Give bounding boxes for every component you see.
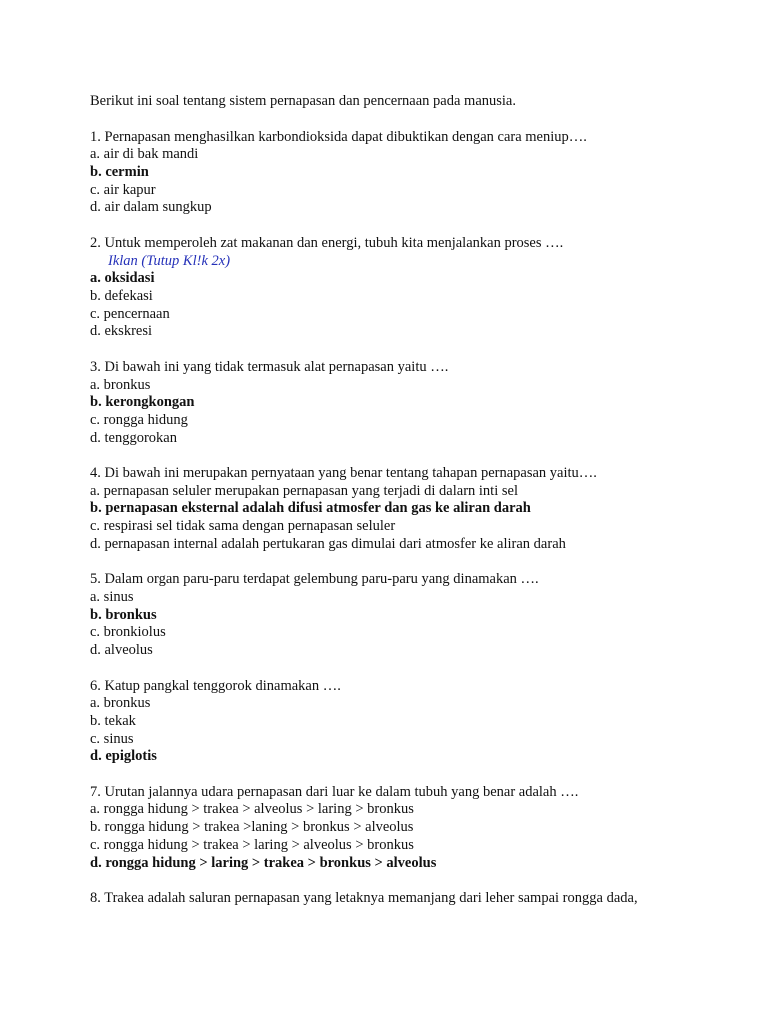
question-6	[90, 678, 750, 766]
option-c: c. bronkiolus	[90, 624, 166, 641]
question-5	[90, 571, 750, 659]
question-text: 4. Di bawah ini merupakan pernyataan yang benar tentang tahapan pernapasan yaitu….	[90, 465, 597, 482]
intro-text: Berikut ini soal tentang sistem pernapasan dan pencernaan pada manusia.	[90, 93, 516, 109]
option-d: d. pernapasan internal adalah pertukaran gas dimulai dari atmosfer ke aliran darah	[90, 535, 566, 552]
question-text: 6. Katup pangkal tenggorok dinamakan ….	[90, 677, 341, 694]
document-page	[90, 93, 750, 926]
question-3	[90, 359, 750, 447]
question-text: 1. Pernapasan menghasilkan karbondioksida dapat dibuktikan dengan cara meniup….	[90, 128, 587, 145]
option-d-answer: d. rongga hidung > laring > trakea > bronkus > alveolus	[90, 854, 437, 871]
question-4	[90, 465, 750, 553]
option-a: a. bronkus	[90, 376, 151, 393]
option-b-answer: b. pernapasan eksternal adalah difusi atmosfer dan gas ke aliran darah	[90, 500, 531, 517]
option-c: c. rongga hidung	[90, 411, 188, 428]
question-1	[90, 129, 750, 217]
question-text: 5. Dalam organ paru-paru terdapat gelembung paru-paru yang dinamakan ….	[90, 571, 539, 588]
option-b-answer: b. bronkus	[90, 606, 157, 623]
question-8	[90, 890, 750, 908]
option-c: c. rongga hidung > trakea > laring > alveolus > bronkus	[90, 836, 414, 853]
question-7	[90, 784, 750, 872]
option-d: d. air dalam sungkup	[90, 199, 212, 216]
question-text: 3. Di bawah ini yang tidak termasuk alat pernapasan yaitu ….	[90, 358, 449, 375]
option-c: c. pencernaan	[90, 305, 170, 322]
option-b-answer: b. cermin	[90, 164, 149, 181]
option-d: d. alveolus	[90, 642, 153, 659]
option-b: b. defekasi	[90, 287, 153, 304]
question-2	[90, 235, 750, 341]
question-text: 2. Untuk memperoleh zat makanan dan energi, tubuh kita menjalankan proses ….	[90, 234, 564, 251]
question-text: 8. Trakea adalah saluran pernapasan yang letaknya memanjang dari leher sampai rongga dada,	[90, 890, 638, 907]
option-a-answer: a. oksidasi	[90, 270, 155, 287]
option-a: a. pernapasan seluler merupakan pernapasan yang terjadi di dalarn inti sel	[90, 482, 518, 499]
option-b: b. tekak	[90, 712, 136, 729]
option-d: d. tenggorokan	[90, 429, 177, 446]
option-b-answer: b. kerongkongan	[90, 394, 195, 411]
option-d: d. ekskresi	[90, 323, 153, 340]
option-a: a. bronkus	[90, 695, 151, 712]
option-c: c. sinus	[90, 730, 134, 747]
question-text: 7. Urutan jalannya udara pernapasan dari luar ke dalam tubuh yang benar adalah ….	[90, 783, 579, 800]
option-b: b. rongga hidung > trakea >laning > bronkus > alveolus	[90, 819, 414, 836]
option-a: a. sinus	[90, 589, 134, 605]
ad-link[interactable]: Iklan (Tutup Kl!k 2x)	[108, 252, 231, 269]
option-d-answer: d. epiglotis	[90, 748, 157, 765]
option-a: a. air di bak mandi	[90, 146, 199, 163]
option-c: c. respirasi sel tidak sama dengan pernapasan seluler	[90, 518, 396, 535]
option-c: c. air kapur	[90, 181, 156, 198]
option-a: a. rongga hidung > trakea > alveolus > laring > bronkus	[90, 801, 414, 818]
